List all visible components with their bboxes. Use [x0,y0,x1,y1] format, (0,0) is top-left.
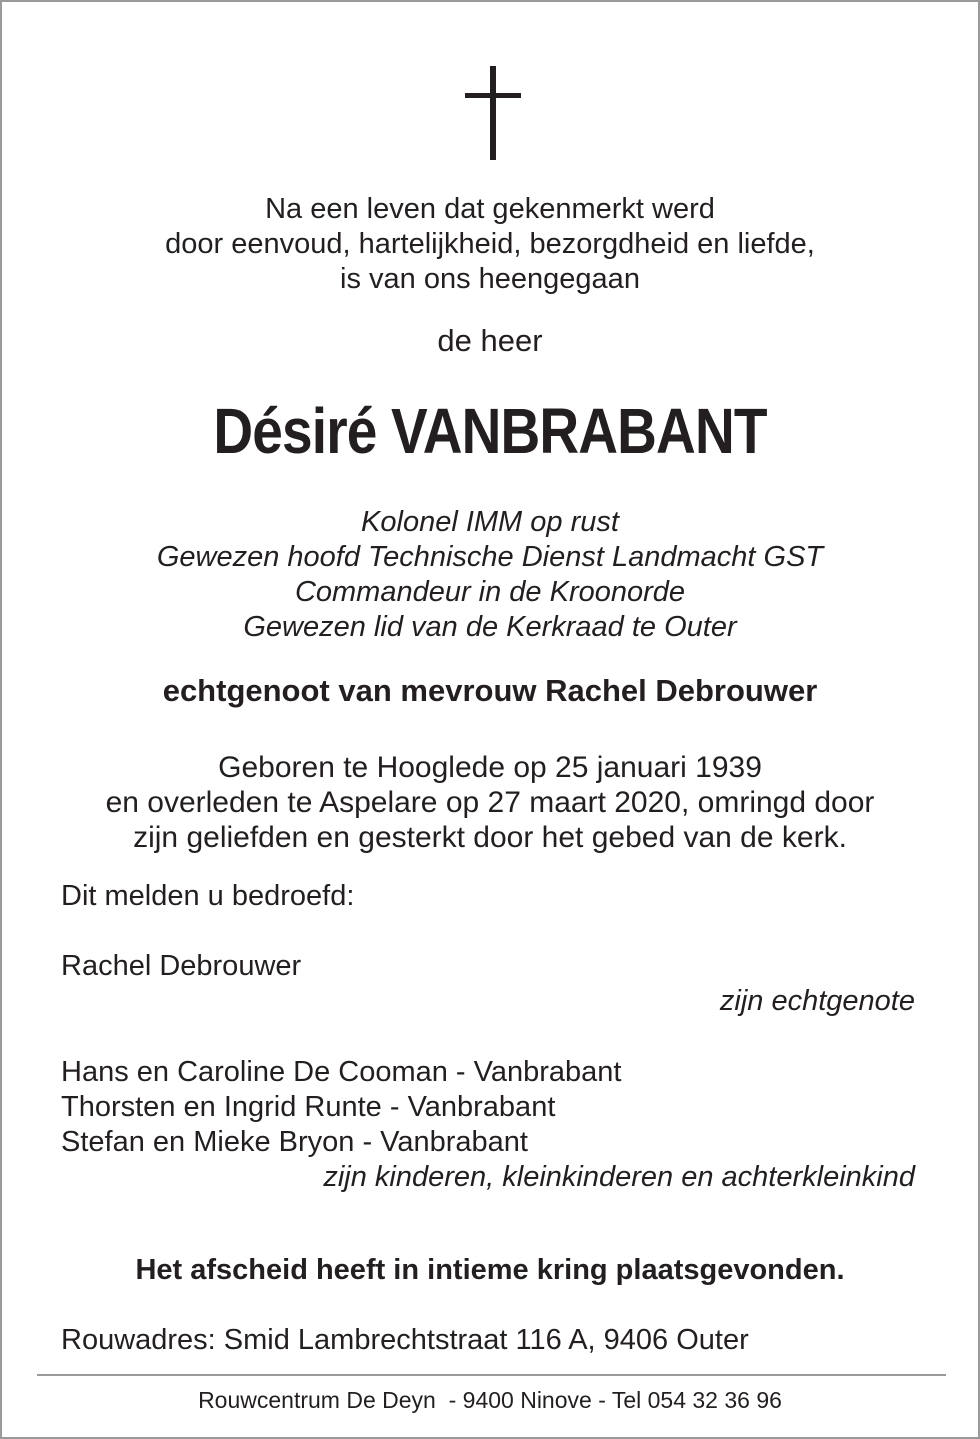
children-list [61,1055,621,1160]
funeral-home-footer: Rouwcentrum De Deyn - 9400 Ninove - Tel 054 32 36 96 [198,1387,782,1413]
farewell-note: Het afscheid heeft in intieme kring plaatsgevonden. [135,1254,845,1286]
titles [2,505,978,645]
child-family: Stefan en Mieke Bryon - Vanbrabant [61,1126,528,1158]
intro-text [2,192,978,297]
child-family: Hans en Caroline De Cooman - Vanbrabant [61,1056,622,1088]
intro-line: is van ons heengegaan [340,263,640,295]
title-line: Gewezen hoofd Technische Dienst Landmacht GST [156,541,824,573]
cross-icon [465,66,521,160]
wife-name: Rachel Debrouwer [61,950,302,982]
birth-death-line: en overleden te Aspelare op 27 maart 2020, omringd door [105,786,875,819]
intro-line: door eenvoud, hartelijkheid, bezorgdheid en liefde, [165,228,815,260]
footer-divider [37,1374,946,1376]
child-family: Thorsten en Ingrid Runte - Vanbrabant [61,1091,556,1123]
birth-death-line: zijn geliefden en gesterkt door het gebed van de kerk. [133,821,847,854]
intro-line: Na een leven dat gekenmerkt werd [265,193,715,225]
spouse-line: echtgenoot van mevrouw Rachel Debrouwer [162,673,818,708]
title-line: Kolonel IMM op rust [361,506,619,538]
birth-death-line: Geboren te Hooglede op 25 januari 1939 [218,751,762,784]
salutation: de heer [437,323,543,358]
deceased-name: Désiré VANBRABANT [213,395,767,467]
children-relation: zijn kinderen, kleinkinderen en achterkleinkind [323,1161,915,1193]
title-line: Gewezen lid van de Kerkraad te Outer [243,611,737,643]
mourning-address: Rouwadres: Smid Lambrechtstraat 116 A, 9406 Outer [61,1324,749,1356]
title-line: Commandeur in de Kroonorde [294,576,686,608]
wife-relation: zijn echtgenote [719,985,915,1017]
announcement: Dit melden u bedroefd: [61,880,355,912]
birth-death-info [2,750,978,855]
